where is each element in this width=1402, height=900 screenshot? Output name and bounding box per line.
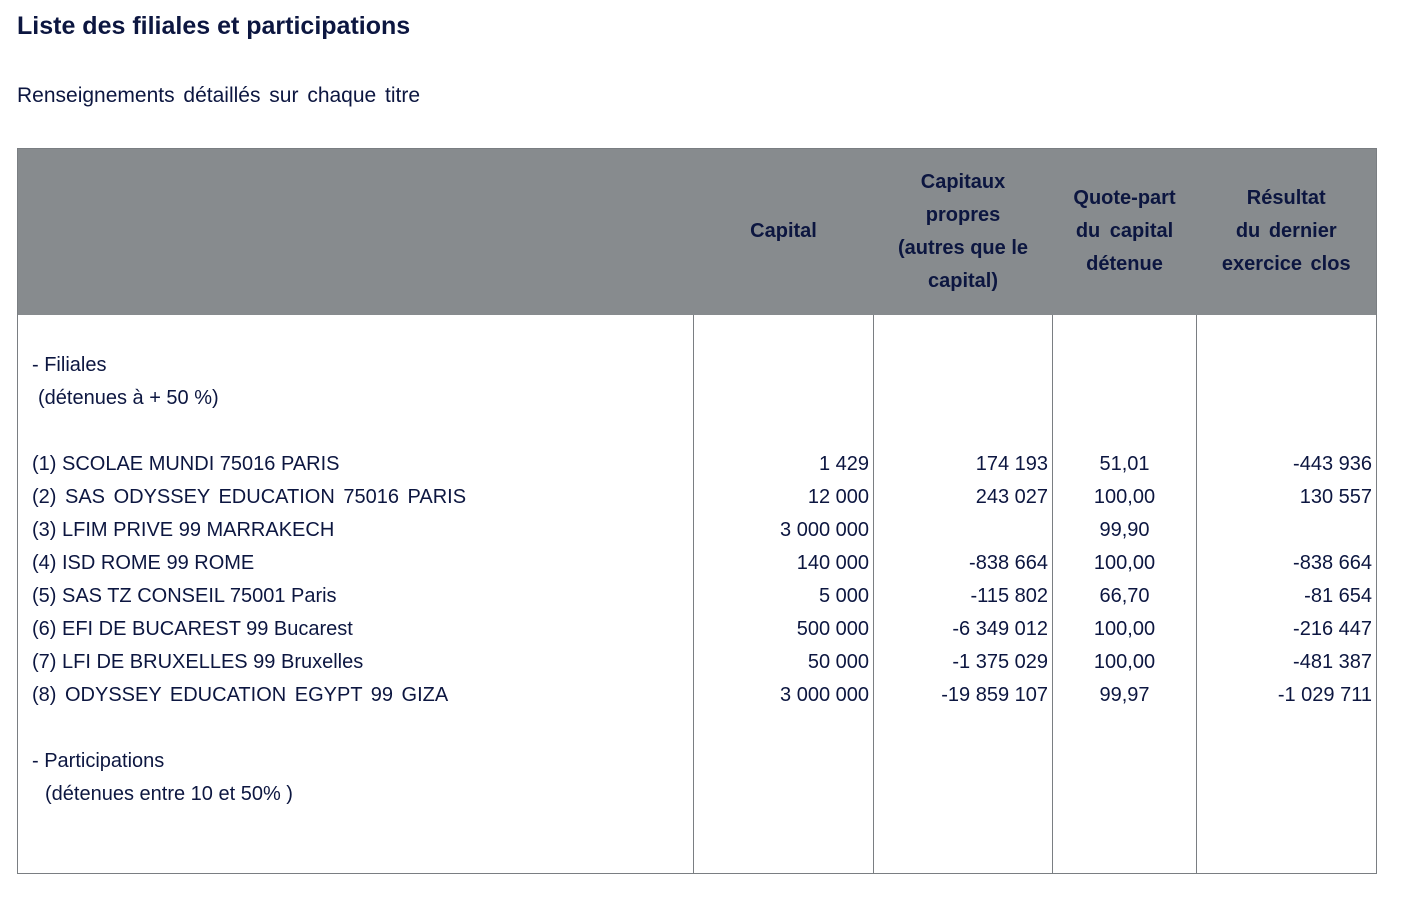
table-row xyxy=(18,448,1377,481)
table-row xyxy=(18,580,1377,613)
capital-value: 1 429 xyxy=(694,448,874,481)
header-capital-label: Capital xyxy=(750,220,817,243)
quote-part-value: 100,00 xyxy=(1053,646,1197,679)
section-row-filiales xyxy=(18,349,1377,382)
quote-part-value: 100,00 xyxy=(1053,613,1197,646)
page-title: Liste des filiales et participations xyxy=(17,12,411,40)
subsidiaries-table xyxy=(17,148,1377,874)
header-resultat-line2: du dernier xyxy=(1235,220,1337,243)
header-capitaux-propres-line3: (autres que le xyxy=(897,236,1029,259)
resultat-value: -81 654 xyxy=(1197,580,1377,613)
page-subtitle: Renseignements détaillés sur chaque titre xyxy=(17,84,421,107)
section-subrow-participations xyxy=(18,778,1377,811)
capitaux-propres-value xyxy=(874,514,1053,547)
spacer-row xyxy=(18,415,1377,448)
company-name: (7) LFI DE BRUXELLES 99 Bruxelles xyxy=(32,650,364,673)
section-label-filiales: - Filiales xyxy=(32,353,107,376)
header-capitaux-propres-line2: propres xyxy=(925,203,1001,226)
header-resultat-line3: exercice clos xyxy=(1221,253,1351,276)
table-row xyxy=(18,547,1377,580)
header-row xyxy=(18,149,1377,315)
table-header xyxy=(18,149,1377,315)
table-row xyxy=(18,481,1377,514)
capitaux-propres-value: -115 802 xyxy=(874,580,1053,613)
spacer-row xyxy=(18,712,1377,745)
resultat-value xyxy=(1197,514,1377,547)
resultat-value: -216 447 xyxy=(1197,613,1377,646)
quote-part-value: 51,01 xyxy=(1053,448,1197,481)
header-resultat-line1: Résultat xyxy=(1246,187,1326,210)
quote-part-value: 99,97 xyxy=(1053,679,1197,712)
capital-value: 500 000 xyxy=(694,613,874,646)
quote-part-value: 66,70 xyxy=(1053,580,1197,613)
company-name: (4) ISD ROME 99 ROME xyxy=(32,551,255,574)
capital-value: 12 000 xyxy=(694,481,874,514)
capital-value: 50 000 xyxy=(694,646,874,679)
capital-value: 5 000 xyxy=(694,580,874,613)
table-row xyxy=(18,679,1377,712)
resultat-value: -443 936 xyxy=(1197,448,1377,481)
company-name: (2) SAS ODYSSEY EDUCATION 75016 PARIS xyxy=(32,485,467,508)
table-row xyxy=(18,613,1377,646)
quote-part-value: 99,90 xyxy=(1053,514,1197,547)
header-quote-part-line2: du capital xyxy=(1075,220,1174,243)
capitaux-propres-value: 174 193 xyxy=(874,448,1053,481)
capital-value: 140 000 xyxy=(694,547,874,580)
resultat-value: -481 387 xyxy=(1197,646,1377,679)
company-name: (5) SAS TZ CONSEIL 75001 Paris xyxy=(32,584,337,607)
resultat-value: -1 029 711 xyxy=(1197,679,1377,712)
spacer-row xyxy=(18,315,1377,349)
header-capital xyxy=(694,149,874,315)
capitaux-propres-value: -838 664 xyxy=(874,547,1053,580)
quote-part-value: 100,00 xyxy=(1053,481,1197,514)
header-quote-part xyxy=(1053,149,1197,315)
capital-value: 3 000 000 xyxy=(694,514,874,547)
capitaux-propres-value: 243 027 xyxy=(874,481,1053,514)
capital-value: 3 000 000 xyxy=(694,679,874,712)
header-quote-part-line3: détenue xyxy=(1086,253,1163,276)
header-quote-part-line1: Quote-part xyxy=(1073,187,1176,210)
header-capitaux-propres-line4: capital) xyxy=(927,269,999,292)
section-label-participations: - Participations xyxy=(32,749,165,772)
resultat-value: 130 557 xyxy=(1197,481,1377,514)
header-resultat xyxy=(1197,149,1377,315)
section-sublabel-participations: (détenues entre 10 et 50% ) xyxy=(45,782,293,805)
company-name: (1) SCOLAE MUNDI 75016 PARIS xyxy=(32,452,340,475)
section-row-participations xyxy=(18,745,1377,778)
quote-part-value: 100,00 xyxy=(1053,547,1197,580)
capitaux-propres-value: -1 375 029 xyxy=(874,646,1053,679)
company-name: (6) EFI DE BUCAREST 99 Bucarest xyxy=(32,617,353,640)
table-row xyxy=(18,646,1377,679)
resultat-value: -838 664 xyxy=(1197,547,1377,580)
capitaux-propres-value: -19 859 107 xyxy=(874,679,1053,712)
company-name: (3) LFIM PRIVE 99 MARRAKECH xyxy=(32,518,335,541)
header-name xyxy=(18,149,694,315)
table-row xyxy=(18,514,1377,547)
header-capitaux-propres-line1: Capitaux xyxy=(920,170,1006,193)
section-subrow-filiales xyxy=(18,382,1377,415)
header-capitaux-propres xyxy=(874,149,1053,315)
capitaux-propres-value: -6 349 012 xyxy=(874,613,1053,646)
table-body xyxy=(18,315,1377,874)
spacer-row xyxy=(18,811,1377,874)
company-name: (8) ODYSSEY EDUCATION EGYPT 99 GIZA xyxy=(32,683,449,706)
section-sublabel-filiales: (détenues à + 50 %) xyxy=(38,386,219,409)
